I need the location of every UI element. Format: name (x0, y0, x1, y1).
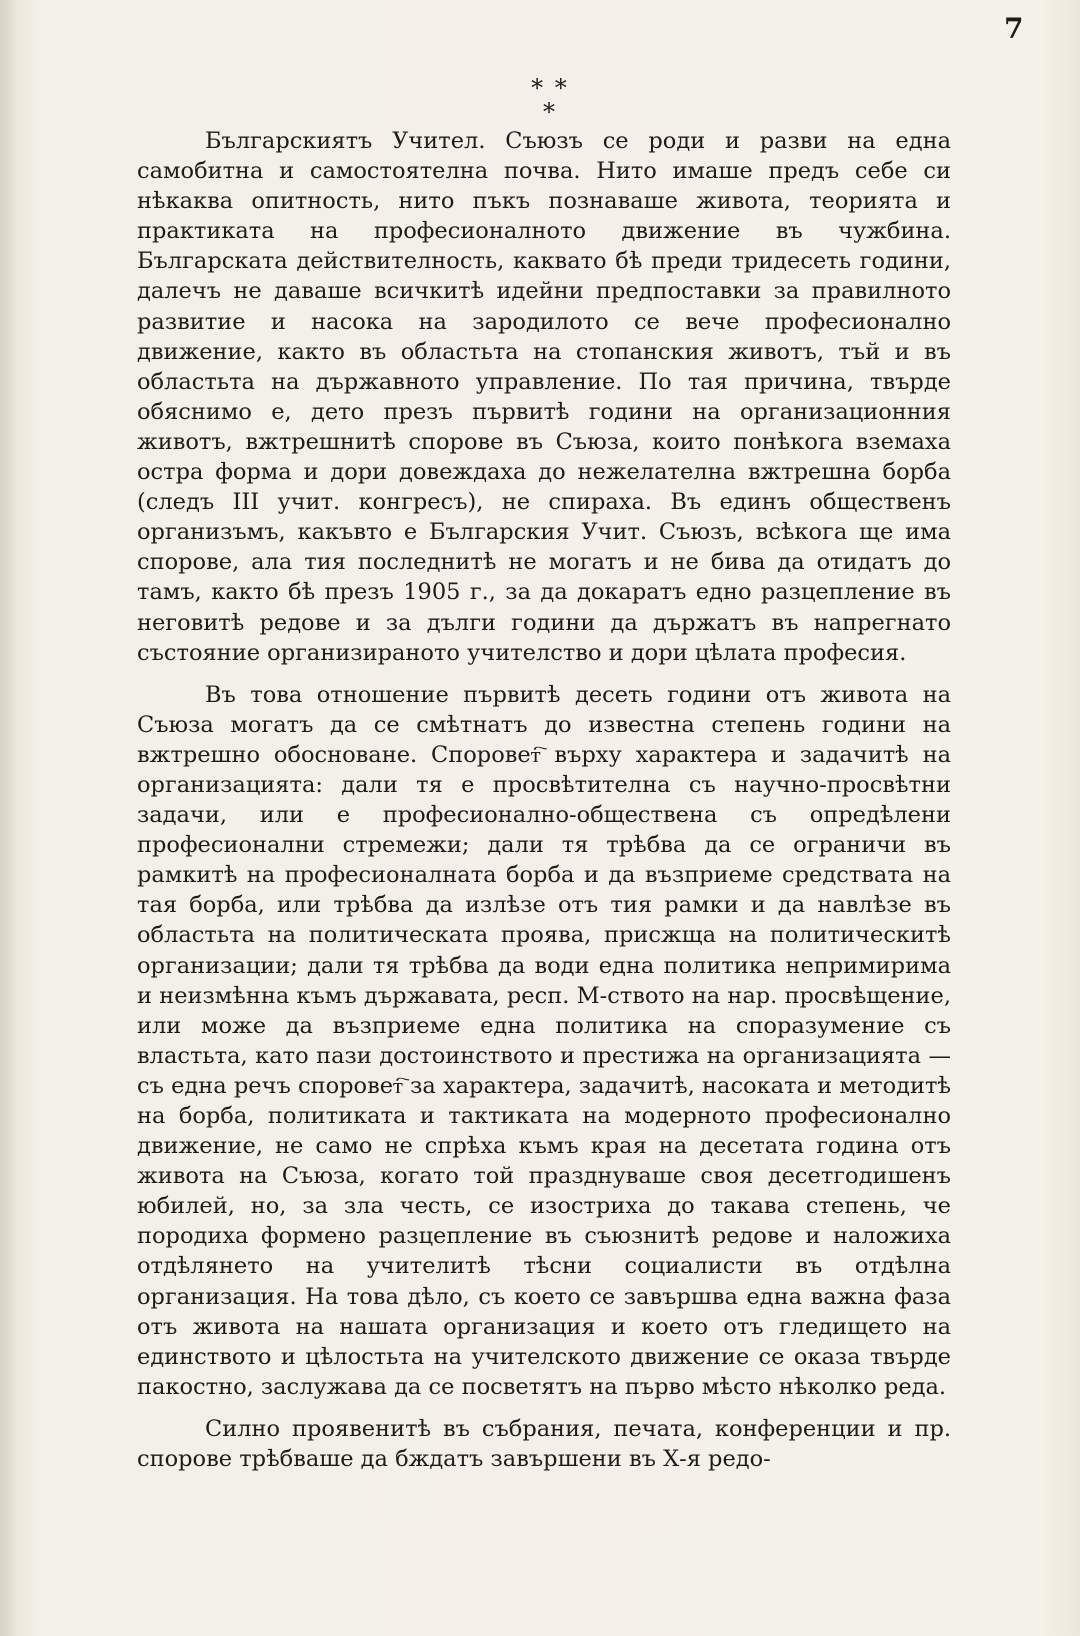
paragraph-3: Силно проявенитѣ въ събрания, печата, конференции и пр. спорове трѣбваше да бждатъ завършени въ Х-я редо- (137, 1415, 951, 1473)
page-binding-shadow (0, 0, 18, 1636)
page-number: 7 (1004, 12, 1024, 45)
body-text (137, 126, 951, 1486)
paragraph-1: Българскиятъ Учител. Съюзъ се роди и разви на една самобитна и самостоятелна почва. Нито имаше предъ себе си нѣкаква опитность, нито пъкъ познаваше живота, теорията и практиката на професионалното движение въ чужбина. Българската действителность, каквато бѣ преди тридесеть години, далечъ не даваше всичкитѣ идейни предпоставки за правилното развитие и насока на зародилото се вече професионално движение, както въ областьта на стопанския животъ, тъй и въ областьта на държавното управление. По тая причина, твърде обяснимо е, дето презъ първитѣ години на организационния животъ, вжтрешнитѣ спорове въ Съюза, които понѣкога вземаха остра форма и дори довеждаха до нежелателна вжтрешна борба (следъ III учит. конгресъ), не спираха. Въ единъ общественъ организъмъ, какъвто е Българския Учит. Съюзъ, всѣкога ще има спорове, ала тия последнитѣ не могатъ и не бива да отидатъ до тамъ, както бѣ презъ 1905 г., за да докаратъ едно разцепление въ неговитѣ редове и за дълги години да държатъ въ напрегнато състояние организираното учителство и дори цѣлата професия. (137, 128, 951, 666)
paragraph-2: Въ това отношение първитѣ десеть години отъ живота на Съюза могатъ да се смѣтнатъ до известна степень години на вжтрешно обосноване. Споровет҇ върху характера и задачитѣ на организацията: дали тя е просвѣтителна съ научно-просвѣтни задачи, или е професионално-обществена съ опредѣлени професионални стремежи; дали тя трѣбва да се ограничи въ рамкитѣ на професионалната борба и да възприеме средствата на тая борба, или трѣбва да излѣзе отъ тия рамки и да навлѣзе въ областьта на политическата проява, присжща на политическитѣ организации; дали тя трѣбва да води една политика непримирима и неизмѣнна къмъ държавата, респ. М-ството на нар. просвѣщение, или може да възприеме една политика на споразумение съ властьта, като пази достоинството и престижа на организацията — съ една речъ споровет҇ за характера, задачитѣ, насоката и методитѣ на борба, политиката и тактиката на модерното професионално движение, не само не спрѣха къмъ края на десетата година отъ живота на Съюза, когато той празднуваше своя десетгодишенъ юбилей, но, за зла честь, се изостриха до такава степень, че породиха формено разцепление въ съюзнитѣ редове и наложиха отдѣлянето на учителитѣ тѣсни социалисти въ отдѣлна организация. На това дѣло, съ което се завършва една важна фаза отъ живота на нашата организация и което отъ гледището на единството и цѣлостьта на учителското движение се оказа твърде пакостно, заслужава да се посветятъ на първо мѣсто нѣколко реда. (137, 681, 951, 1400)
section-separator: * * * (531, 74, 569, 126)
